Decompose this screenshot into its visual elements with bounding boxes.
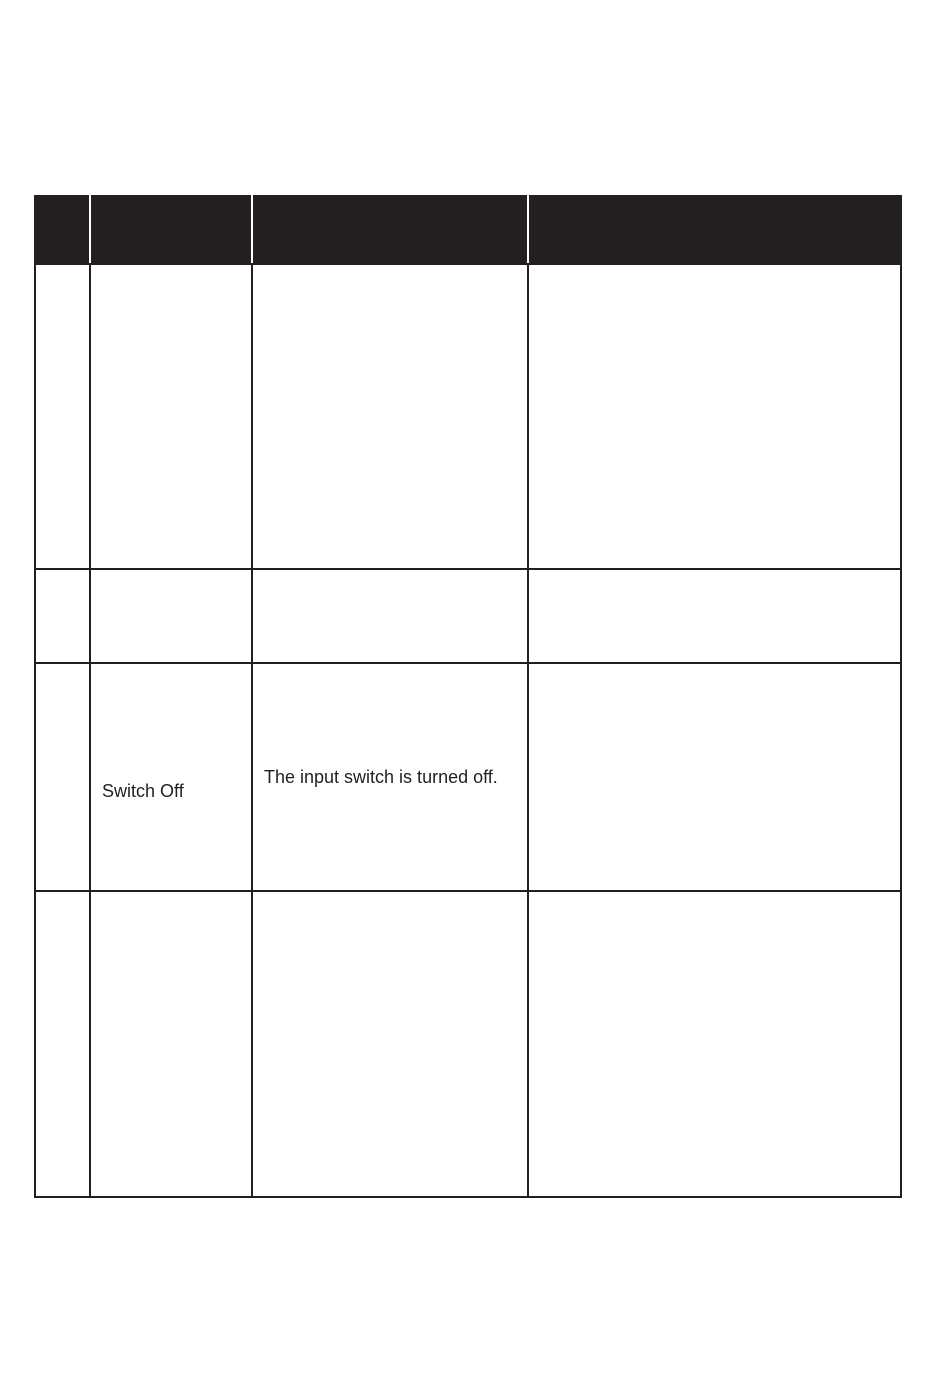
cell-alarm: Switch Off — [90, 663, 252, 891]
cell-alarm — [90, 264, 252, 569]
header-row — [35, 196, 901, 264]
header-cell-alarm — [90, 196, 252, 264]
cell-alarm — [90, 891, 252, 1197]
header-cell-description — [252, 196, 528, 264]
header-cell-number — [35, 196, 90, 264]
cell-description — [252, 264, 528, 569]
table-row — [35, 264, 901, 569]
cell-number — [35, 569, 90, 663]
header-cell-action — [528, 196, 901, 264]
cell-alarm — [90, 569, 252, 663]
cell-number — [35, 891, 90, 1197]
cell-description — [252, 891, 528, 1197]
table-row — [35, 569, 901, 663]
cell-action — [528, 663, 901, 891]
cell-action — [528, 264, 901, 569]
troubleshooting-table — [34, 195, 902, 1198]
cell-action — [528, 569, 901, 663]
cell-description: The input switch is turned off. — [252, 663, 528, 891]
cell-description — [252, 569, 528, 663]
table-row — [35, 663, 901, 891]
cell-number — [35, 663, 90, 891]
table-row — [35, 891, 901, 1197]
table-body — [35, 264, 901, 1197]
table-header — [35, 196, 901, 264]
cell-action — [528, 891, 901, 1197]
cell-number — [35, 264, 90, 569]
